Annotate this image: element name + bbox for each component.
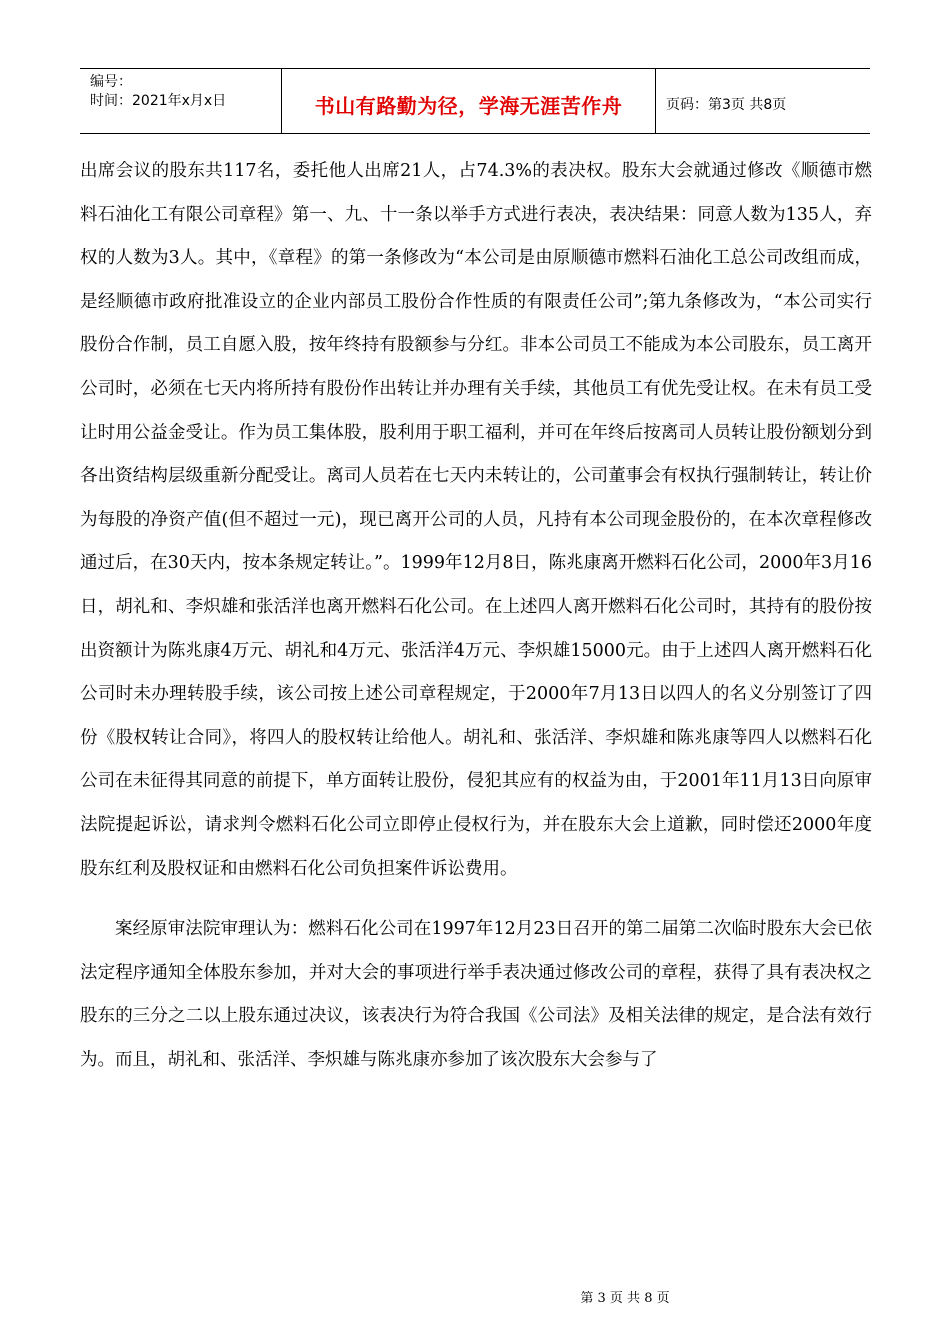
page-info-text: 页码：第3页 共8页 xyxy=(666,97,787,113)
paragraph-1: 出席会议的股东共117名，委托他人出席21人，占74.3%的表决权。股东大会就通过修改《顺德市燃料石油化工有限公司章程》第一、九、十一条以举手方式进行表决，表决结果：同意人数为135人，弃权的人数为3人。其中，《章程》的第一条修改为“本公司是由原顺德市燃料石油化工总公司改组而成，是经顺德市政府批准设立的企业内部员工股份合作性质的有限责任公司”;第九条修改为，“本公司实行股份合作制，员工自愿入股，按年终持有股额参与分红。非本公司员工不能成为本公司股东，员工离开公司时，必须在七天内将所持有股份作出转让并办理有关手续，其他员工有优先受让权。在未有员工受让时用公益金受让。作为员工集体股，股利用于职工福利，并可在年终后按离司人员转让股份额划分到各出资结构层级重新分配受让。离司人员若在七天内未转让的，公司董事会有权执行强制转让，转让价为每股的净资产值(但不超过一元)，现已离开公司的人员，凡持有本公司现金股份的，在本次章程修改通过后，在30天内，按本条规定转让。”。1999年12月8日，陈兆康离开燃料石化公司，2000年3月16日，胡礼和、李炽雄和张活洋也离开燃料石化公司。在上述四人离开燃料石化公司时，其持有的股份按出资额计为陈兆康4万元、胡礼和4万元、张活洋4万元、李炽雄15000元。由于上述四人离开燃料石化公司时未办理转股手续，该公司按上述公司章程规定，于2000年7月13日以四人的名义分别签订了四份《股权转让合同》，将四人的股权转让给他人。胡礼和、张活洋、李炽雄和陈兆康等四人以燃料石化公司在未征得其同意的前提下，单方面转让股份，侵犯其应有的权益为由，于2001年11月13日向原审法院提起诉讼，请求判令燃料石化公司立即停止侵权行为，并在股东大会上道歉，同时偿还2000年度股东红利及股权证和由燃料石化公司负担案件诉讼费用。 xyxy=(80,161,872,879)
header-meta xyxy=(80,69,282,133)
paragraph-2: 案经原审法院审理认为：燃料石化公司在1997年12月23日召开的第二届第二次临时股东大会已依法定程序通知全体股东参加，并对大会的事项进行举手表决通过修改公司的章程，获得了具有表决权之股东的三分之二以上股东通过决议，该表决行为符合我国《公司法》及相关法律的规定，是合法有效行为。而且，胡礼和、张活洋、李炽雄与陈兆康亦参加了该次股东大会参与了 xyxy=(80,919,872,1070)
number-label: 编号： xyxy=(90,74,132,90)
header-page-info xyxy=(656,69,870,133)
time-label: 时间：2021年x月x日 xyxy=(90,93,227,109)
footer-page-number: 第 3 页 共 8 页 xyxy=(580,1291,670,1306)
document-header xyxy=(80,68,870,134)
motto-text: 书山有路勤为径，学海无涯苦作舟 xyxy=(314,93,623,118)
document-body xyxy=(80,150,872,1082)
page-footer xyxy=(0,1287,950,1306)
header-motto-cell xyxy=(282,69,656,133)
